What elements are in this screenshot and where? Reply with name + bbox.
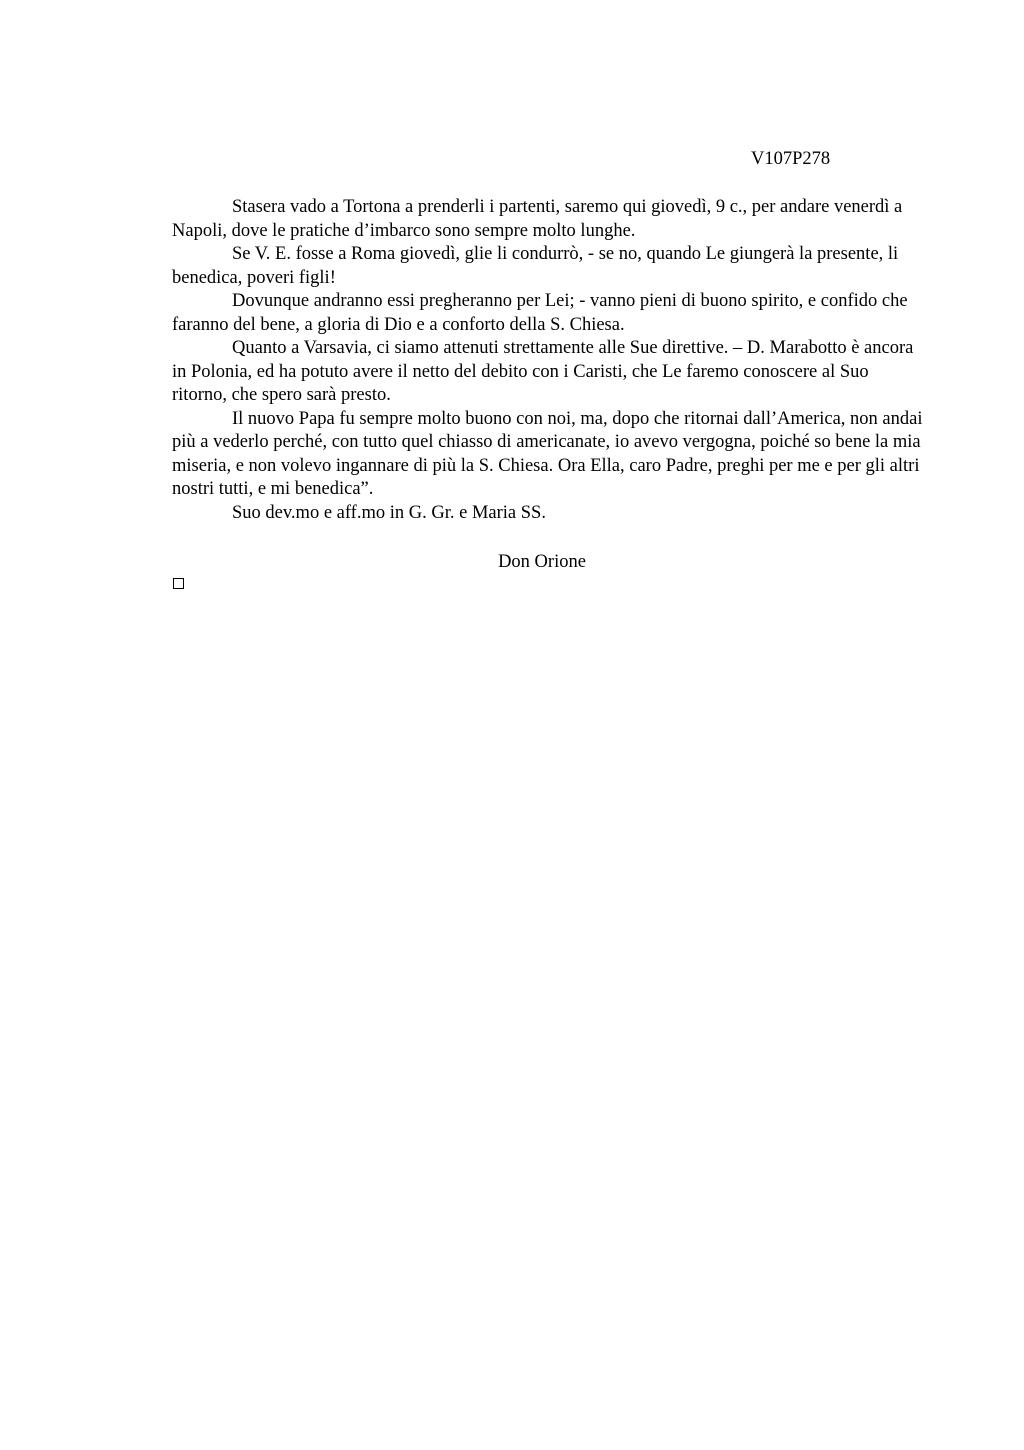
paragraph: Stasera vado a Tortona a prenderli i partenti, saremo qui giovedì, 9 c., per andare venerdì a Napoli, dove le pratiche d’imbarco sono sempre molto lunghe. (172, 197, 903, 241)
paragraph: Se V. E. fosse a Roma giovedì, glie li condurrò, - se no, quando Le giungerà la presente, li benedica, poveri figli! (172, 244, 899, 288)
end-mark-box-icon (173, 578, 184, 589)
document-reference: V107P278 (751, 149, 831, 169)
letter-body (172, 196, 924, 525)
paragraph: Il nuovo Papa fu sempre molto buono con noi, ma, dopo che ritornai dall’America, non andai più a vederlo perché, con tutto quel chiasso di americanate, io avevo vergogna, poiché so bene la mia miseria, e non volevo ingannare di più la S. Chiesa. Ora Ella, caro Padre, preghi per me e per gli altri nostri tutti, e mi benedica”. (172, 408, 923, 499)
closing-line: Suo dev.mo e aff.mo in G. Gr. e Maria SS. (232, 502, 546, 523)
signature: Don Orione (498, 552, 586, 572)
paragraph: Quanto a Varsavia, ci siamo attenuti strettamente alle Sue direttive. – D. Marabotto è ancora in Polonia, ed ha potuto avere il netto del debito con i Caristi, che Le faremo conoscere al Suo ritorno, che spero sarà presto. (172, 338, 914, 405)
paragraph: Dovunque andranno essi pregheranno per Lei; - vanno pieni di buono spirito, e confido che faranno del bene, a gloria di Dio e a conforto della S. Chiesa. (172, 291, 908, 335)
